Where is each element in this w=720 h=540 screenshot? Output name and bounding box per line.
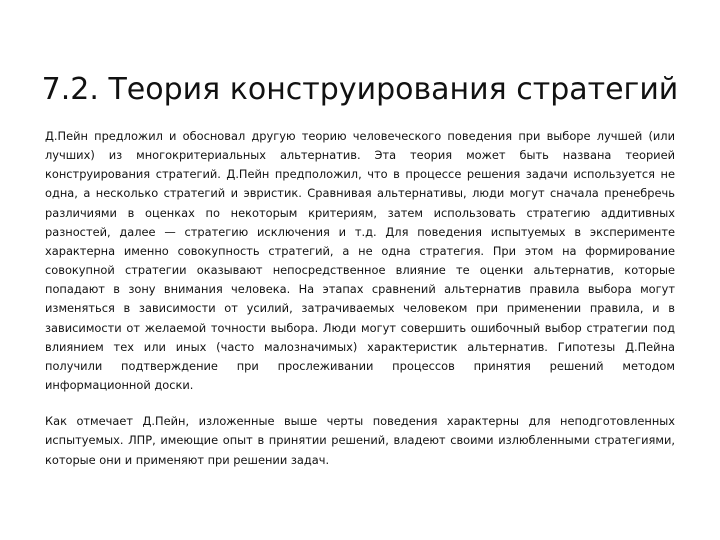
slide-title: 7.2. Теория конструирования стратегий bbox=[41, 72, 679, 108]
body-paragraph-2: Как отмечает Д.Пейн, изложенные выше черты поведения характерны для неподготовленных испытуемых. ЛПР, имеющие опыт в принятии решений, владеют своими излюбленными стратегиями, которые они и применяют при решении задач. bbox=[45, 414, 675, 467]
body-paragraph-1: Д.Пейн предложил и обосновал другую теорию человеческого поведения при выборе лучшей (или лучших) из многокритериальных альтернатив. Эта теория может быть названа теорией конструирования стратегий. Д.Пейн предположил, что в процессе решения задачи используется не одна, а несколько стратегий и эвристик. Сравнивая альтернативы, люди могут сначала пренебречь различиями в оценках по некоторым критериям, затем использовать стратегию аддитивных разностей, далее — стратегию исключения и т.д. Для поведения испытуемых в эксперименте характерна именно совокупность стратегий, а не одна стратегия. При этом на формирование совокупной стратегии оказывают непосредственное влияние те оценки альтернатив, которые попадают в зону внимания человека. На этапах сравнений альтернатив правила выбора могут изменяться в зависимости от усилий, затрачиваемых человеком при применении правила, и в зависимости от желаемой точности выбора. Люди могут совершить ошибочный выбор стратегии под влиянием тех или иных (часто малозначимых) характеристик альтернатив. Гипотезы Д.Пейна получили подтверждение при прослеживании процессов принятия решений методом информационной доски. bbox=[45, 129, 675, 393]
slide-body bbox=[45, 127, 675, 470]
